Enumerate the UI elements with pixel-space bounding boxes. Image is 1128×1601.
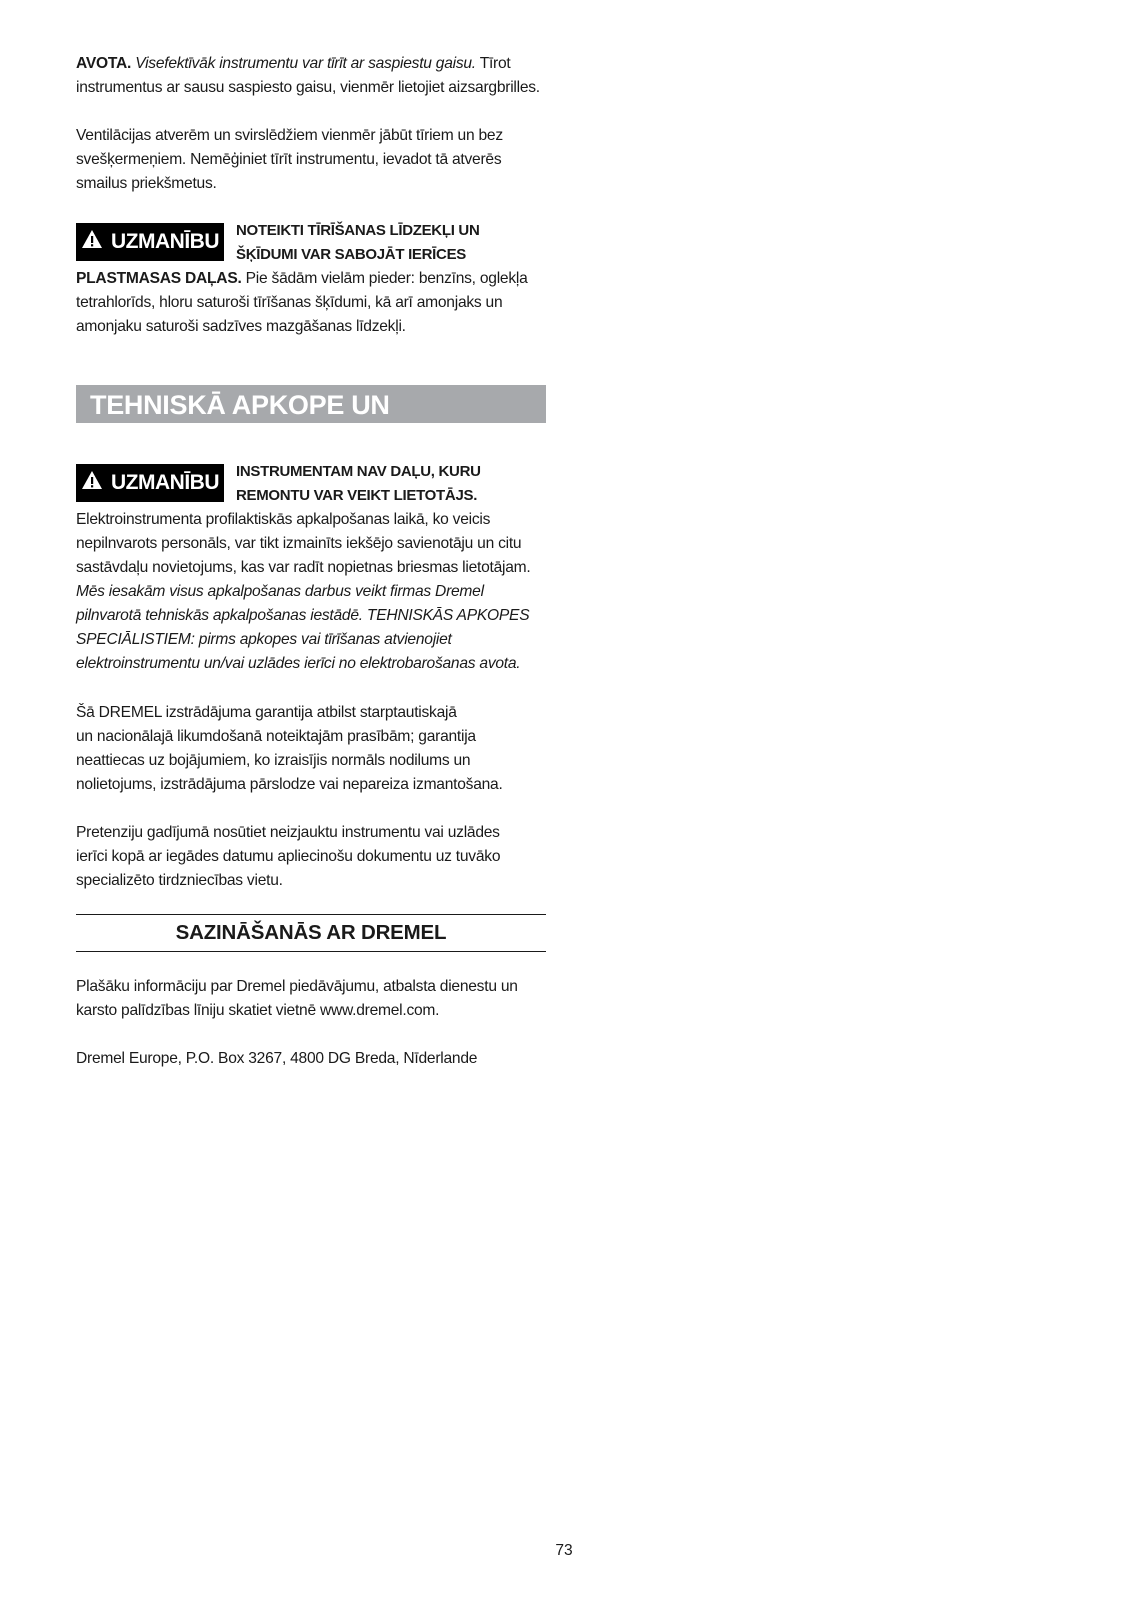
warranty-text: neattiecas uz bojājumiem, ko izraisījis normāls nodilums un <box>76 752 471 769</box>
claims-paragraph <box>76 821 546 893</box>
warning-text: Pie šādām vielām pieder: benzīns, oglekļa <box>245 270 528 287</box>
caution-badge <box>76 464 224 502</box>
warning-text: amonjaku saturoši sadzīves mazgāšanas līdzekļi. <box>76 318 406 335</box>
warranty-paragraph <box>76 701 546 797</box>
warning-heading-line: INSTRUMENTAM NAV DAĻU, KURU <box>236 463 481 480</box>
cleaning-text: svešķermeņiem. Nemēģiniet tīrīt instrumentu, ievadot tā atverēs <box>76 151 502 168</box>
warning-text: Elektroinstrumenta profilaktiskās apkalpošanas laikā, ko veicis <box>76 511 491 528</box>
cleaning-text: Ventilācijas atverēm un svirslēdžiem vienmēr jābūt tīriem un bez <box>76 127 503 144</box>
warning-heading-line: ŠĶĪDUMI VAR SABOJĀT IERĪCES <box>236 246 466 263</box>
caution-badge-label: UZMANĪBU <box>111 230 219 253</box>
claims-text: specializēto tirdzniecības vietu. <box>76 872 283 889</box>
warranty-text: un nacionālajā likumdošanā noteiktajām prasībām; garantija <box>76 728 476 745</box>
warning-text: sastāvdaļu novietojums, kas var radīt nopietnas briesmas lietotājam. <box>76 559 531 576</box>
cleaning-text: smailus priekšmetus. <box>76 175 217 192</box>
service-recommendation: pilnvarotā tehniskās apkalpošanas iestādē. TEHNISKĀS APKOPES <box>76 607 530 624</box>
service-recommendation: Mēs iesakām visus apkalpošanas darbus veikt firmas Dremel <box>76 583 484 600</box>
warning-heading-line: NOTEIKTI TĪRĪŠANAS LĪDZEKĻI UN <box>236 222 480 239</box>
contact-address: Dremel Europe, P.O. Box 3267, 4800 DG Breda, Nīderlande <box>76 1050 478 1067</box>
cleaning-text: instrumentus ar sausu saspiesto gaisu, vienmēr lietojiet aizsargbrilles. <box>76 79 540 96</box>
warning-header <box>76 460 546 508</box>
warning-header <box>76 219 546 267</box>
caution-badge-label: UZMANĪBU <box>111 471 219 494</box>
cleaning-paragraph-2 <box>76 124 546 196</box>
compressed-air-note: Visefektīvāk instrumentu var tīrīt ar saspiestu gaisu. <box>135 55 476 72</box>
page-number: 73 <box>555 1542 573 1559</box>
section-title-maintenance-warranty: TEHNISKĀ APKOPE UN GARANTIJA <box>76 385 546 423</box>
warning-triangle-icon <box>81 229 103 255</box>
warning-block-no-user-parts <box>76 460 546 676</box>
warning-text: tetrahlorīds, hloru saturoši tīrīšanas šķīdumi, kā arī amonjaks un <box>76 294 503 311</box>
contact-text: Plašāku informāciju par Dremel piedāvājumu, atbalsta dienestu un <box>76 978 518 995</box>
warning-heading <box>236 219 480 267</box>
warranty-text: nolietojums, izstrādājuma pārslodze vai nepareiza izmantošana. <box>76 776 503 793</box>
cleaning-text: Tīrot <box>479 55 511 72</box>
contact-heading: SAZINĀŠANĀS AR DREMEL <box>76 914 546 952</box>
warning-block-cleaning-agents <box>76 219 546 339</box>
warning-triangle-icon <box>81 470 103 496</box>
contact-info <box>76 975 546 1071</box>
warning-heading-continued: PLASTMASAS DAĻAS. <box>76 270 242 287</box>
service-recommendation: elektroinstrumentu un/vai uzlādes ierīci no elektrobarošanas avota. <box>76 655 521 672</box>
service-recommendation: SPECIĀLISTIEM: pirms apkopes vai tīrīšanas atvienojiet <box>76 631 452 648</box>
cleaning-section <box>76 52 546 196</box>
warning-heading-line: REMONTU VAR VEIKT LIETOTĀJS. <box>236 487 478 504</box>
claims-text: ierīci kopā ar iegādes datumu apliecinošu dokumentu uz tuvāko <box>76 848 501 865</box>
contact-website-text: karsto palīdzības līniju skatiet vietnē www.dremel.com. <box>76 1002 440 1019</box>
warning-body <box>76 508 546 676</box>
warning-heading <box>236 460 481 508</box>
warning-body <box>76 267 546 339</box>
claims-text: Pretenziju gadījumā nosūtiet neizjauktu instrumentu vai uzlādes <box>76 824 500 841</box>
cleaning-paragraph-1 <box>76 52 546 100</box>
warning-text: nepilnvarots personāls, var tikt izmainīts iekšējo savienotāju un citu <box>76 535 522 552</box>
caution-badge <box>76 223 224 261</box>
warranty-text: Šā DREMEL izstrādājuma garantija atbilst starptautiskajā <box>76 704 457 721</box>
avota-label: AVOTA. <box>76 55 132 72</box>
